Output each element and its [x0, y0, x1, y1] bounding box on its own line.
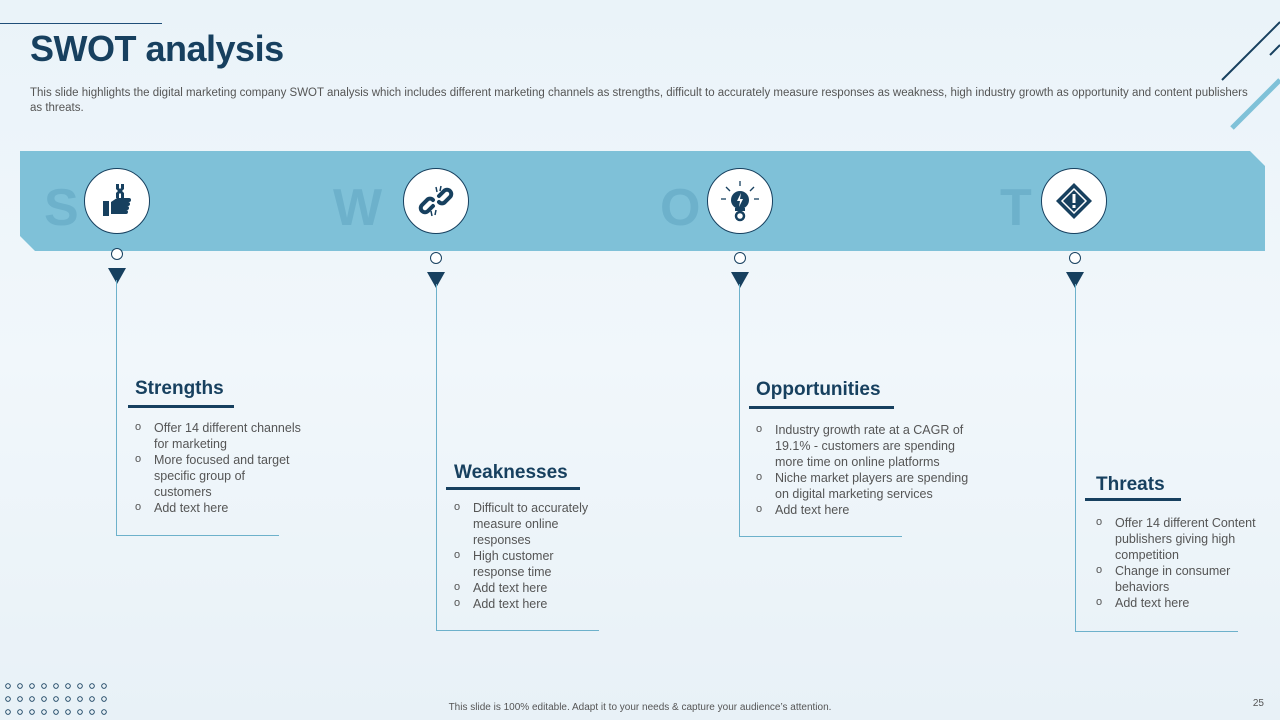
- threats-underline: [1085, 498, 1181, 501]
- letter-w: W: [333, 179, 383, 237]
- thumbs-up-wrench-icon: [97, 181, 137, 221]
- opportunities-baseline: [739, 536, 902, 537]
- corner-decoration: [1210, 0, 1280, 140]
- strengths-connector: [116, 280, 117, 535]
- weaknesses-connector: [436, 284, 437, 630]
- strengths-list: [135, 420, 305, 516]
- opportunities-pointer: [731, 272, 749, 288]
- opportunities-heading: Opportunities: [756, 379, 881, 400]
- top-accent-line: [0, 23, 162, 24]
- list-item: o Industry growth rate at a CAGR of 19.1% - customers are spending more time on online platforms: [756, 422, 981, 470]
- list-item: o Add text here: [454, 580, 604, 596]
- threats-connector: [1075, 284, 1076, 631]
- slide-footer: This slide is 100% editable. Adapt it to your needs & capture your audience’s attention.: [448, 702, 832, 713]
- list-item: o Difficult to accurately measure online responses: [454, 500, 604, 548]
- broken-link-icon: [416, 181, 456, 221]
- letter-s: S: [44, 179, 79, 237]
- list-item: o Change in consumer behaviors: [1096, 563, 1268, 595]
- slide-subtitle: This slide highlights the digital marketing company SWOT analysis which includes different marketing channels as strengths, difficult to accurately measure responses as weakness, high industry growth as opportunity and content publishers as threats.: [30, 87, 1248, 114]
- threats-baseline: [1075, 631, 1238, 632]
- strengths-heading: Strengths: [135, 378, 224, 399]
- opportunities-connector: [739, 284, 740, 536]
- warning-diamond-icon: [1054, 181, 1094, 221]
- weaknesses-heading: Weaknesses: [454, 462, 568, 483]
- opportunities-list: [756, 422, 981, 518]
- page-number: 25: [1252, 698, 1264, 709]
- threats-heading: Threats: [1096, 474, 1165, 495]
- weaknesses-node: [430, 252, 442, 264]
- threats-icon-circle: [1041, 168, 1107, 234]
- list-item: o Offer 14 different Content publishers giving high competition: [1096, 515, 1268, 563]
- weaknesses-icon-circle: [403, 168, 469, 234]
- list-item: o More focused and target specific group of customers: [135, 452, 305, 500]
- threats-node: [1069, 252, 1081, 264]
- lightbulb-gear-icon: [718, 179, 762, 223]
- weaknesses-underline: [446, 487, 580, 490]
- list-item: o Niche market players are spending on digital marketing services: [756, 470, 981, 502]
- opportunities-node: [734, 252, 746, 264]
- strengths-pointer: [108, 268, 126, 284]
- slide-title: SWOT analysis: [30, 28, 284, 69]
- opportunities-icon-circle: [707, 168, 773, 234]
- list-item: o Add text here: [135, 500, 305, 516]
- letter-o: O: [660, 179, 701, 237]
- list-item: o Add text here: [454, 596, 604, 612]
- weaknesses-list: [454, 500, 604, 612]
- strengths-underline: [128, 405, 234, 408]
- list-item: o Offer 14 different channels for marketing: [135, 420, 305, 452]
- list-item: o High customer response time: [454, 548, 604, 580]
- strengths-icon-circle: [84, 168, 150, 234]
- threats-list: [1096, 515, 1268, 611]
- letter-t: T: [1000, 179, 1032, 237]
- list-item: o Add text here: [1096, 595, 1268, 611]
- strengths-node: [111, 248, 123, 260]
- opportunities-underline: [749, 406, 894, 409]
- weaknesses-baseline: [436, 630, 599, 631]
- strengths-baseline: [116, 535, 279, 536]
- list-item: o Add text here: [756, 502, 981, 518]
